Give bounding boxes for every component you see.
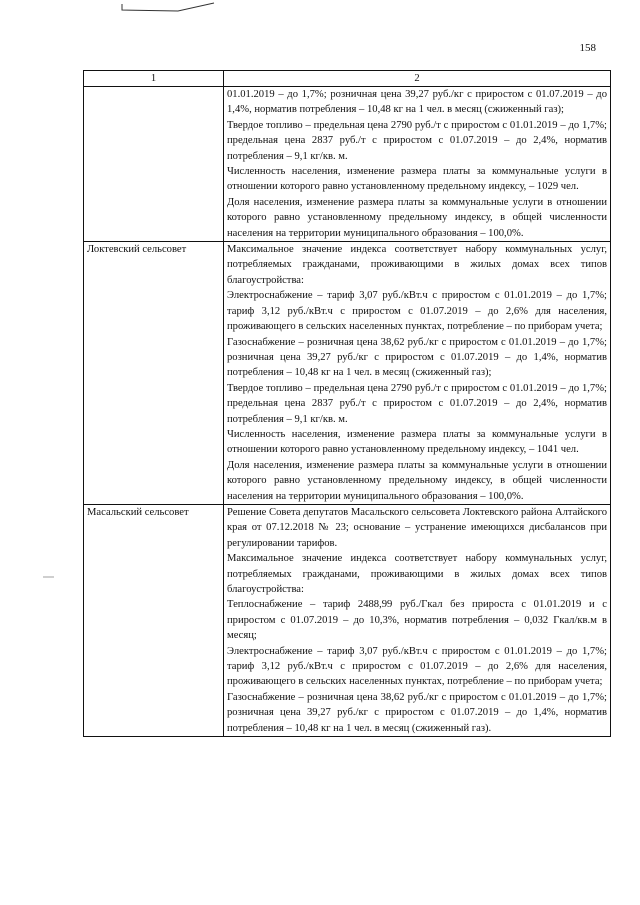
table-row — [84, 87, 611, 242]
column-header-2: 2 — [224, 71, 611, 87]
paragraph: Доля населения, изменение размера платы за коммунальные услуги в отношении которого равно установленному предельному индексу, в общей численности населения на территории муниципального образования – 100,0%. — [227, 459, 607, 502]
paragraph: Электроснабжение – тариф 3,07 руб./кВт.ч с приростом с 01.01.2019 – до 1,7%; тариф 3,12 руб./кВт.ч с приростом с 01.07.2019 – до 2,6% для населения, проживающего в сельских населенных пунктах, потребление – по приборам учета; — [227, 645, 607, 688]
scan-artifact-mark — [118, 2, 218, 18]
region-cell — [84, 87, 224, 242]
content-cell — [224, 87, 611, 242]
content-cell — [224, 242, 611, 505]
table-header-row — [84, 71, 611, 87]
paragraph: Доля населения, изменение размера платы за коммунальные услуги в отношении которого равно установленному предельному индексу, в общей численности населения на территории муниципального образования – 100,0%. — [227, 196, 607, 239]
paragraph: Численность населения, изменение размера платы за коммунальные услуги в отношении которого равно установленному предельному индексу, – 1029 чел. — [227, 166, 607, 193]
region-cell: Масальский сельсовет — [84, 504, 224, 736]
paragraph: Теплоснабжение – тариф 2488,99 руб./Гкал без прироста с 01.01.2019 и с приростом с 01.07.2019 – до 10,3%, норматив потребления – 0,032 Гкал/кв.м в месяц; — [227, 599, 607, 642]
region-cell: Локтевский сельсовет — [84, 242, 224, 505]
tariff-table — [83, 70, 611, 737]
scan-speck-mark — [42, 570, 56, 584]
content-cell — [224, 504, 611, 736]
paragraph: Газоснабжение – розничная цена 38,62 руб./кг с приростом с 01.01.2019 – до 1,7%; розничная цена 39,27 руб./кг с приростом с 01.07.2019 – до 1,4%, норматив потребления – 10,48 кг на 1 чел. в месяц (сжиженный газ); — [227, 336, 607, 379]
paragraph: Твердое топливо – предельная цена 2790 руб./т с приростом с 01.01.2019 – до 1,7%; предельная цена 2837 руб./т с приростом с 01.07.2019 – до 2,4%, норматив потребления – 9,1 кг/кв. м. — [227, 382, 607, 425]
paragraph: Численность населения, изменение размера платы за коммунальные услуги в отношении которого равно установленному предельному индексу, – 1041 чел. — [227, 428, 607, 456]
column-header-1: 1 — [84, 71, 224, 87]
paragraph: Максимальное значение индекса соответствует набору коммунальных услуг, потребляемых гражданами, проживающими в жилых домах всех типов благоустройства: — [227, 244, 607, 286]
paragraph: Электроснабжение – тариф 3,07 руб./кВт.ч с приростом с 01.01.2019 – до 1,7%; тариф 3,12 руб./кВт.ч с приростом с 01.07.2019 – до 2,6% для населения, проживающего в сельских населенных пунктах, потребление – по приборам учета; — [227, 290, 607, 333]
paragraph: 01.01.2019 – до 1,7%; розничная цена 39,27 руб./кг с приростом с 01.07.2019 – до 1,4%, норматив потребления – 10,48 кг на 1 чел. в месяц (сжиженный газ); — [227, 89, 607, 116]
table-row — [84, 504, 611, 736]
paragraph: Максимальное значение индекса соответствует набору коммунальных услуг, потребляемых гражданами, проживающими в жилых домах всех типов благоустройства: — [227, 553, 607, 595]
paragraph: Твердое топливо – предельная цена 2790 руб./т с приростом с 01.01.2019 – до 1,7%; предельная цена 2837 руб./т с приростом с 01.07.2019 – до 2,4%, норматив потребления – 9,1 кг/кв. м. — [227, 119, 607, 162]
paragraph: Решение Совета депутатов Масальского сельсовета Локтевского района Алтайского края от 07.12.2018 № 23; основание – устранение имеющихся дисбалансов при регулировании тарифов. — [227, 506, 607, 549]
paragraph: Газоснабжение – розничная цена 38,62 руб./кг с приростом с 01.01.2019 – до 1,7%; розничная цена 39,27 руб./кг с приростом с 01.07.2019 – до 1,4%, норматив потребления – 10,48 кг на 1 чел. в месяц (сжиженный газ). — [227, 691, 607, 734]
table-row — [84, 242, 611, 505]
page-number: 158 — [579, 42, 596, 54]
